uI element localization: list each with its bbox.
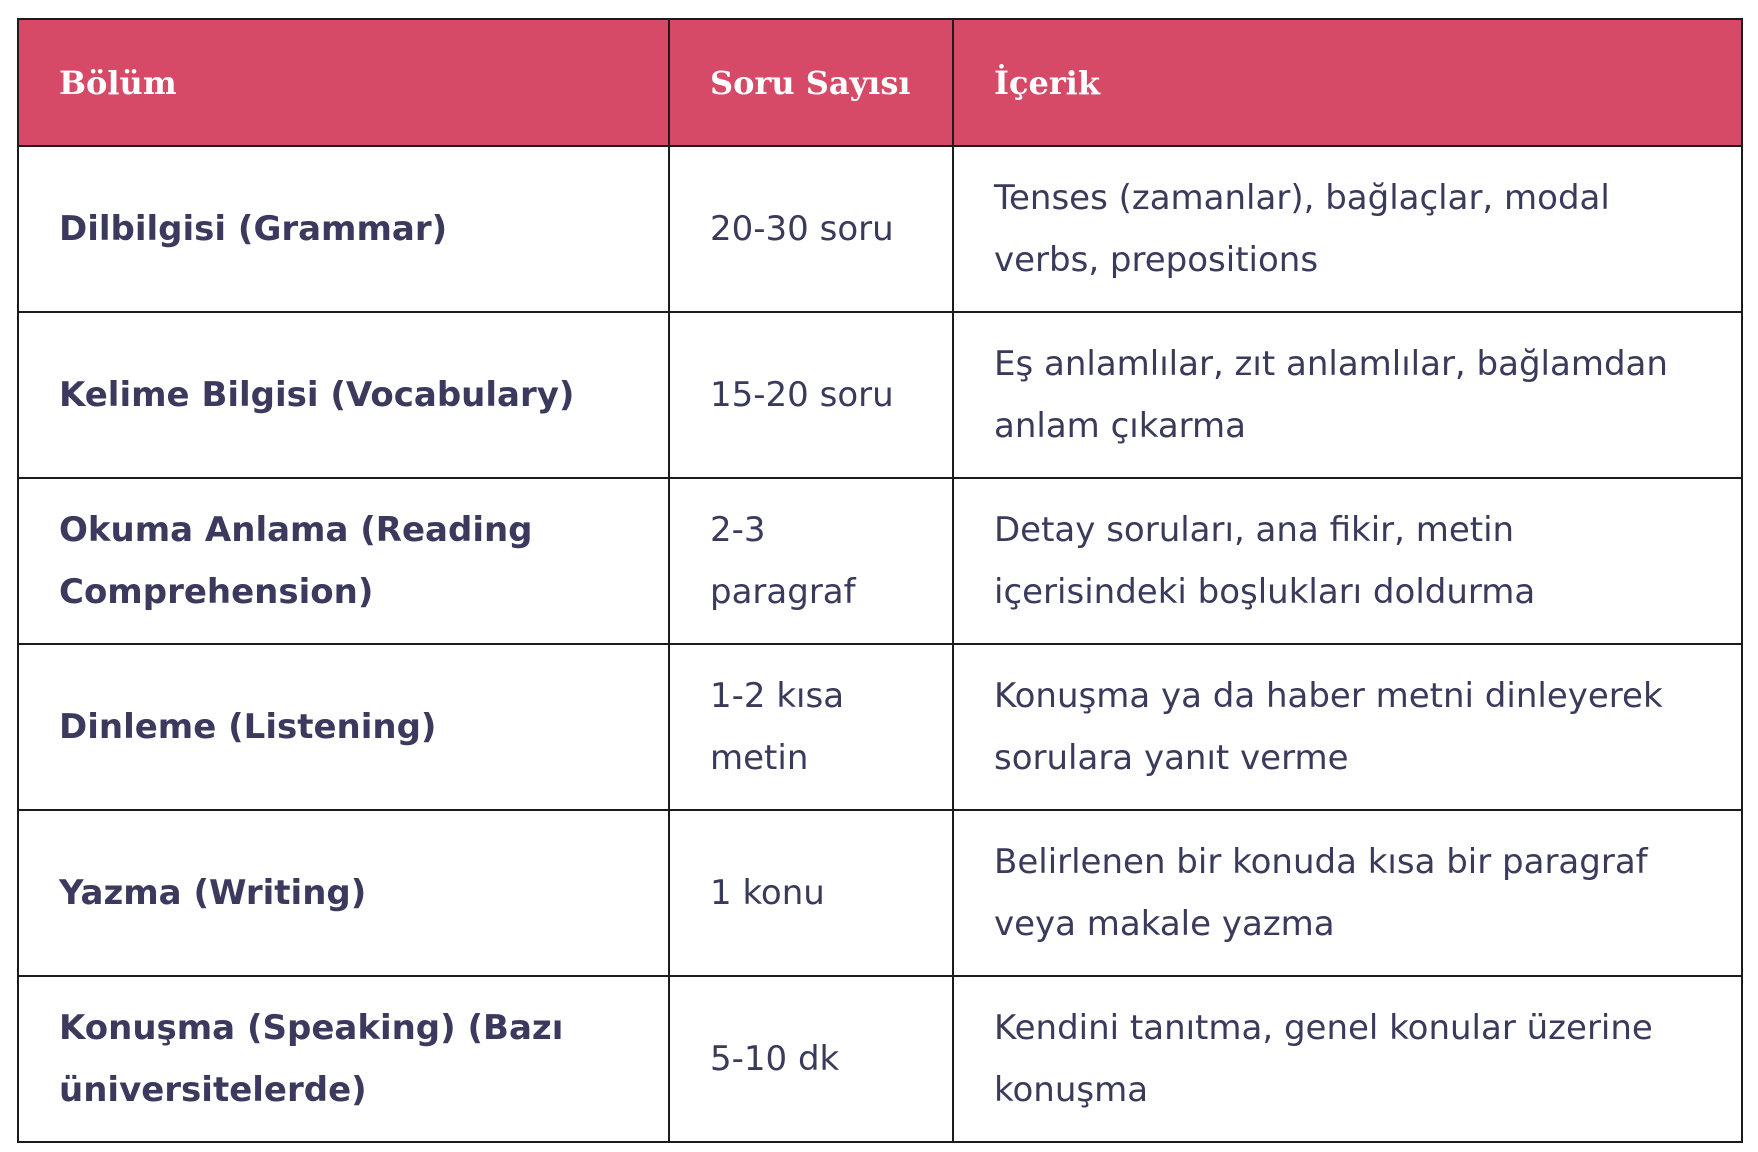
content-cell: Konuşma ya da haber metni dinleyerek sorulara yanıt verme <box>953 644 1742 810</box>
table-row <box>18 146 1742 312</box>
table-header <box>18 19 1742 146</box>
table-body <box>18 146 1742 1142</box>
section-cell: Yazma (Writing) <box>18 810 669 976</box>
section-cell: Dilbilgisi (Grammar) <box>18 146 669 312</box>
content-cell: Detay soruları, ana fikir, metin içerisindeki boşlukları doldurma <box>953 478 1742 644</box>
content-cell: Eş anlamlılar, zıt anlamlılar, bağlamdan anlam çıkarma <box>953 312 1742 478</box>
header-row <box>18 19 1742 146</box>
table-row <box>18 312 1742 478</box>
question-count-cell: 20-30 soru <box>669 146 953 312</box>
section-cell: Kelime Bilgisi (Vocabulary) <box>18 312 669 478</box>
exam-sections-table <box>17 18 1743 1143</box>
question-count-cell: 1-2 kısa metin <box>669 644 953 810</box>
exam-sections-table-container <box>17 18 1741 1143</box>
table-row <box>18 810 1742 976</box>
table-row <box>18 644 1742 810</box>
header-section: Bölüm <box>18 19 669 146</box>
question-count-cell: 1 konu <box>669 810 953 976</box>
section-cell: Okuma Anlama (Reading Comprehension) <box>18 478 669 644</box>
table-row <box>18 976 1742 1142</box>
content-cell: Belirlenen bir konuda kısa bir paragraf veya makale yazma <box>953 810 1742 976</box>
question-count-cell: 5-10 dk <box>669 976 953 1142</box>
section-cell: Konuşma (Speaking) (Bazı üniversitelerde) <box>18 976 669 1142</box>
section-cell: Dinleme (Listening) <box>18 644 669 810</box>
content-cell: Tenses (zamanlar), bağlaçlar, modal verbs, prepositions <box>953 146 1742 312</box>
question-count-cell: 15-20 soru <box>669 312 953 478</box>
header-content: İçerik <box>953 19 1742 146</box>
header-question-count: Soru Sayısı <box>669 19 953 146</box>
content-cell: Kendini tanıtma, genel konular üzerine konuşma <box>953 976 1742 1142</box>
question-count-cell: 2-3 paragraf <box>669 478 953 644</box>
table-row <box>18 478 1742 644</box>
